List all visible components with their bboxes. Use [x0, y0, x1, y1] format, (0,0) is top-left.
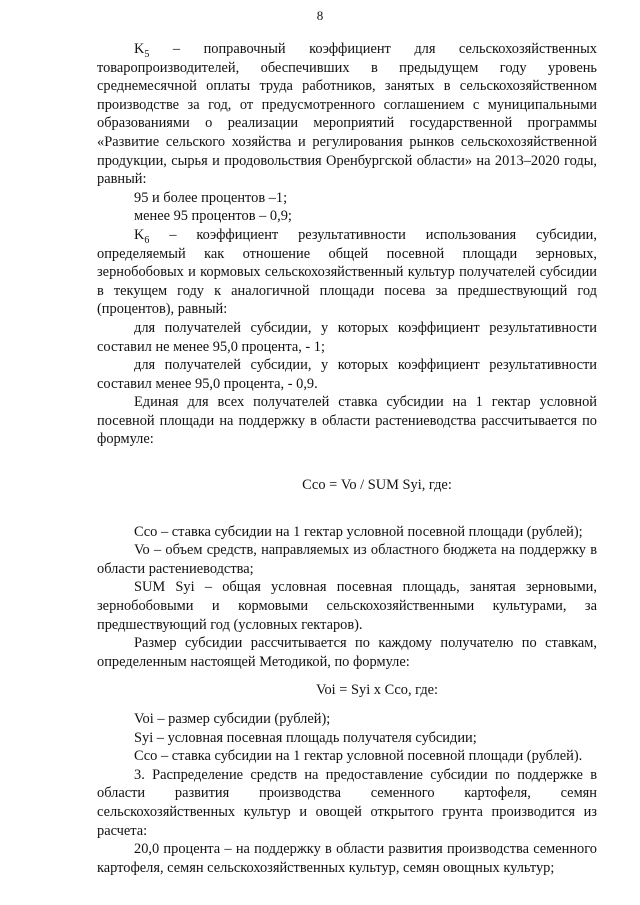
- coefficient-index: 6: [144, 234, 150, 246]
- k5-case-below-95: менее 95 процентов – 0,9;: [134, 208, 292, 225]
- cco-definition-2: Ссо – ставка субсидии на 1 гектар условной посевной площади (рублей).: [134, 748, 583, 765]
- size-intro: Размер субсидии рассчитывается по каждому получателю по ставкам, определенным настоящей Методикой, по формуле:: [97, 635, 597, 670]
- cco-definition: Ссо – ставка субсидии на 1 гектар условной посевной площади (рублей);: [134, 523, 583, 540]
- size-formula: Voi = Syi х Ссо, где:: [315, 682, 439, 699]
- coefficient-index: 5: [144, 48, 150, 60]
- k5-case-95-plus: 95 и более процентов –1;: [134, 189, 288, 206]
- voi-definition: Voi – размер субсидии (рублей);: [134, 711, 331, 727]
- k6-definition: $K_6$ – коэффициент результативности использования субсидии, определяемый как отношение общей посевной площади зерновых, зернобобовых и кормовых сельскохозяйственный культур получателей субсидии в текущем году к аналогичной площади посева за предшествующий год (процентов), равный:: [97, 226, 597, 318]
- rate-intro: Единая для всех получателей ставка субсидии на 1 гектар условной посевной площади на поддержку в области растениеводства рассчитывается по формуле:: [97, 394, 597, 448]
- k6-case-not-less-95: для получателей субсидии, у которых коэффициент результативности составил не менее 95,0 процента, - 1;: [97, 319, 597, 355]
- rate-formula: Ссо = Vo / SUM Syi, где:: [302, 477, 452, 494]
- k6-case-less-95: для получателей субсидии, у которых коэффициент результативности составил менее 95,0 процента, - 0,9.: [97, 357, 597, 392]
- pct-20-allocation: 20,0 процента – на поддержку в области развития производства семенного картофеля, семян сельскохозяйственных культур, семян овощных культур;: [97, 841, 597, 876]
- page-number: 8: [316, 8, 324, 23]
- document-body: [97, 40, 597, 877]
- vo-definition: Vo – объем средств, направляемых из областного бюджета на поддержку в области растениеводства;: [97, 542, 597, 577]
- k5-definition: $K_5$ – поправочный коэффициент для сельскохозяйственных товаропроизводителей, обеспечивших в предыдущем году уровень среднемесячной оплаты труда работников, занятых в сельскохозяйственном производстве за год, от предусмотренного соглашением с муниципальными образованиями о реализации мероприятий государственной программы «Развитие сельского хозяйства и регулирования рынков сельскохозяйственной продукции, сырья и продовольствия Оренбургской области» на 2013–2020 годы, равный:: [97, 41, 597, 188]
- sum-syi-definition: SUM Syi – общая условная посевная площадь, занятая зерновыми, зернобобовыми и кормовыми сельскохозяйственными культурами, за предшествующий год (условных гектаров).: [97, 579, 597, 633]
- section-3: 3. Распределение средств на предоставление субсидии по поддержке в области развития производства семенного картофеля, семян сельскохозяйственных культур и овощей открытого грунта производится из расчета:: [97, 766, 597, 839]
- syi-definition: Syi – условная посевная площадь получателя субсидии;: [134, 729, 477, 746]
